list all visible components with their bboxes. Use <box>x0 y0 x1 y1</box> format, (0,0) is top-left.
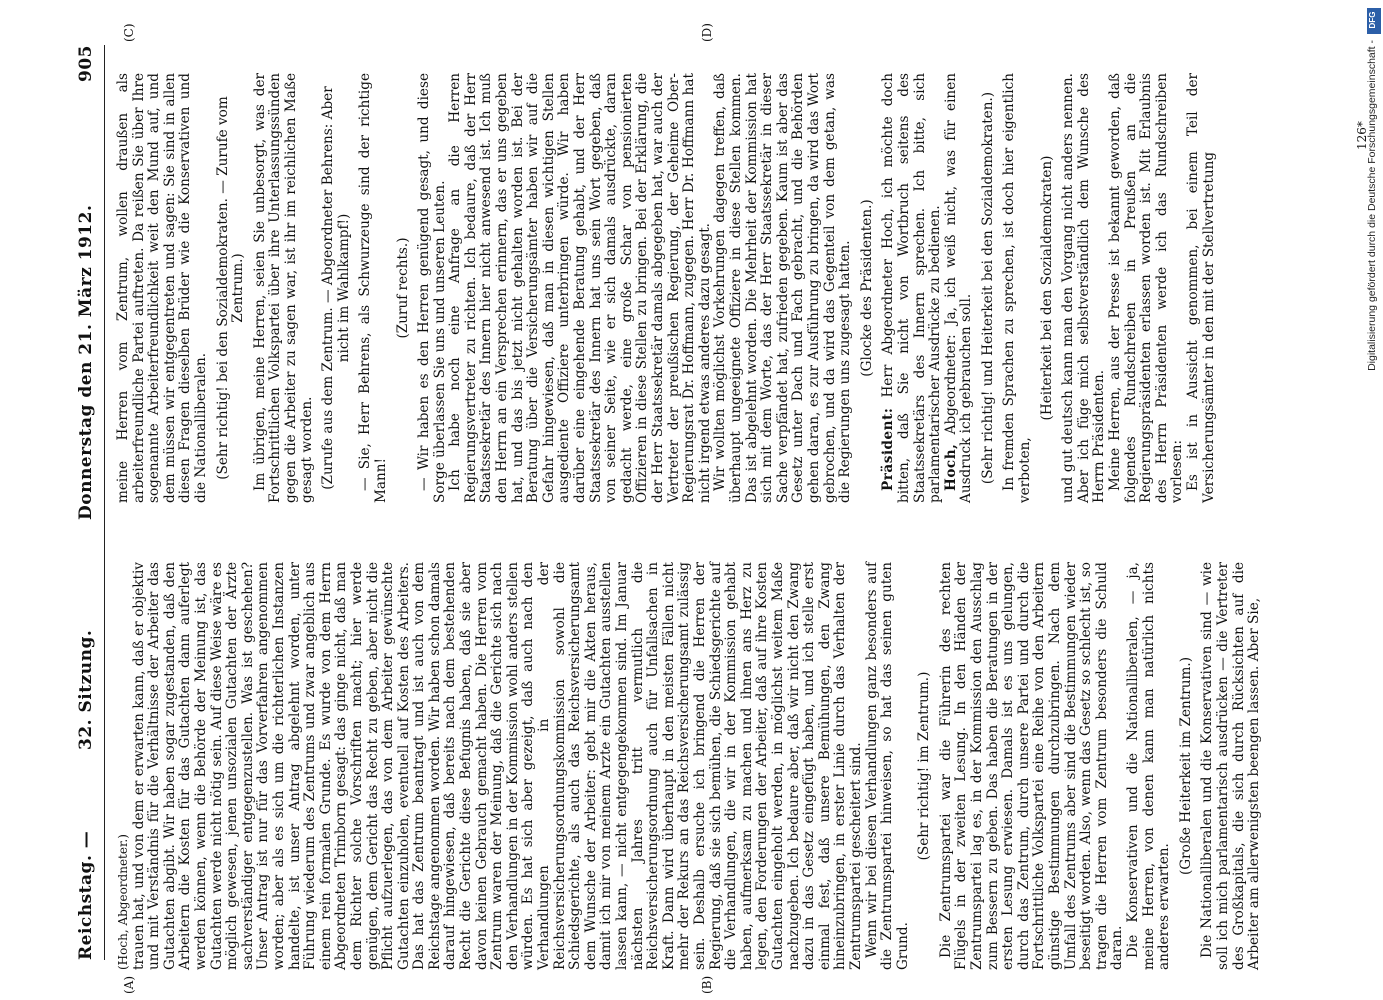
dfg-logo-text: DFG <box>1368 11 1377 29</box>
paragraph: Im übrigen, meine Herren, seien Sie unbesorgt, was der Fortschrittlichen Volkspartei über ihre Unterlassungssünden gegen die Arbeiter zu sagen war, ist ihr im reichlichen Maße gesagt worden. <box>251 73 315 503</box>
paragraph: Ich habe noch eine Anfrage an die Herren Regierungsvertreter zu richten. Ich bedaure, daß der Herr Staatssekretär des Innern hier nicht anwesend ist. Ich muß den Herrn an ein Versprechen erinnern, das er uns gegeben hat, und das bis jetzt nicht gehalten worden ist. Bei der Beratung über die Versicherungsämter haben wir auf die Gefahr hingewiesen, daß man in diesen wichtigen Stellen ausgediente Offiziere unterbringen würde. Wir haben darüber eine eingehende Beratung gehabt, und der Herr Staatssekretär des Innern hat uns sein Wort gegeben, daß von seiner Seite, wie er sich damals ausdrückte, daran gedacht werde, eine große Schar von pensionierten Offizieren in diese Stellen zu bringen. Bei der Erklärung, die der Herr Staatssekretär damals abgegeben hat, war auch der Vertreter der preußischen Regierung, der Geheime Ober-Regierungsrat Dr. Hoffmann, zugegen. Herr Dr. Hoffmann hat nicht irgend etwas anderes dazu gesagt. <box>447 73 713 503</box>
president-remark <box>881 73 943 503</box>
dfg-logo <box>1367 8 1381 34</box>
interjection: (Sehr richtig! bei den Sozialdemokraten. — Zurufe vom Zentrum.) <box>214 96 247 480</box>
paragraph: — Wir haben es den Herren genügend gesagt, und diese Sorge überlassen Sie uns und unseren Leuten. <box>416 73 448 503</box>
speaker-label: Präsident: <box>880 407 897 491</box>
interjection: (Heiterkeit bei den Sozialdemokraten) <box>1038 155 1055 421</box>
page-header <box>70 45 105 960</box>
margin-marker-a: (A) <box>122 975 136 994</box>
digitization-note <box>1362 40 1382 900</box>
interjection: (Glocke des Präsidenten.) <box>858 199 875 377</box>
paragraph: Die Konservativen und die Nationalliberalen, — ja, meine Herren, von denen kann man natürlich nichts anderes erwarten. <box>1125 562 1173 970</box>
paragraph: und gut deutsch kann man den Vorgang nicht anders nennen. Aber ich füge mich selbstverständlich dem Wunsche des Herrn Präsidenten. <box>1060 73 1108 503</box>
quoted-paragraph: Es ist in Aussicht genommen, bei einem Teil der Versicherungsämter in den mit der Stellvertretung <box>1185 73 1217 503</box>
margin-marker-b: (B) <box>700 975 714 994</box>
interjection: (Sehr richtig! im Zentrum.) <box>916 671 933 861</box>
paragraph: Wir wollten möglichst Vorkehrungen dagegen treffen, daß überhaupt ungeeignete Offiziere in diese Stellen kommen. Das ist abgelehnt worden. Die Mehrheit der Kommission hat sich mit dem Worte, das der Herr Staatssekretär in dieser Sache verpfändet hat, zufrieden gegeben. Kaum ist aber das Gesetz unter Dach und Fach gebracht, und die Behörden gehen daran, es zur Ausführung zu bringen, da wird das Wort gebrochen, und da wird das Gegenteil von dem getan, was die Regierungen uns zugesagt hatten. <box>712 73 854 503</box>
hoch-remark <box>944 73 975 503</box>
paragraph-text: Abgeordneter: Ja, ich weiß nicht, was für einen Ausdruck ich gebrauchen soll. <box>942 73 975 503</box>
interjection: (Zuruf rechts.) <box>394 237 411 339</box>
paragraph: In fremden Sprachen zu sprechen, ist doch hier eigentlich verboten, <box>1001 73 1034 503</box>
paragraph: Die Zentrumspartei war die Führerin des rechten Flügels in der zweiten Lesung. In den Händen der Zentrumspartei lag es, in der Kommission den Ausschlag zum Bessern zu geben. Das haben die Beratungen in der ersten Lesung erwiesen. Damals ist es uns gelungen, durch das Zentrum, durch unsere Partei und durch die Fortschrittliche Volkspartei eine Reihe von den Arbeitern günstige Bestimmungen durchzubringen. Nach dem Umfall des Zentrums aber sind die Bestimmungen wieder beseitigt worden. Also, wenn das Gesetz so schlecht ist, so tragen die Herren vom Zentrum besonders die Schuld daran. <box>937 562 1126 970</box>
header-title: Reichstag. — <box>76 830 96 960</box>
paragraph: — Sie, Herr Behrens, als Schwurzeuge sind der richtige Mann! <box>357 73 389 503</box>
paragraph: Wenn wir bei diesen Verhandlungen ganz besonders auf die Zentrumspartei hinweisen, so hat das seinen guten Grund. <box>863 562 911 970</box>
paragraph: Meine Herren, aus der Presse ist bekannt geworden, daß folgendes Rundschreiben in Preußen an die Regierungspräsidenten erlassen worden ist. Mit Erlaubnis des Herrn Präsidenten werde ich das Rundschreiben vorlesen: <box>1107 73 1186 503</box>
header-date: Donnerstag den 21. März 1912. <box>76 204 96 520</box>
interjection: (Zurufe aus dem Zentrum. — Abgeordneter Behrens: Aber nicht im Wahlkampf!) <box>320 86 352 490</box>
paragraph-text: Herr Abgeordneter Hoch, ich möchte doch bitten, daß Sie nicht von Wortbruch seitens des Staatssekretärs des Innern sprechen. Ich bitte, sich parlamentarischer Ausdrücke zu bedienen. <box>880 73 944 503</box>
speaker-label: Hoch, <box>942 443 959 491</box>
margin-marker-d: (D) <box>700 23 714 42</box>
header-session: 32. Sitzung. <box>76 629 96 750</box>
speaker-heading: (Hoch, Abgeordneter.) <box>116 834 130 970</box>
right-column <box>116 73 1217 503</box>
interjection: (Große Heiterkeit im Zentrum.) <box>1177 657 1194 875</box>
margin-marker-c: (C) <box>122 23 136 42</box>
left-column <box>116 562 1263 970</box>
page-number: 905 <box>76 45 96 82</box>
interjection: (Sehr richtig! und Heiterkeit bei den Sozialdemokraten.) <box>979 91 996 485</box>
digitization-note-text: Digitalisierung gefördert durch die Deutsche Forschungsgemeinschaft - <box>1366 40 1378 371</box>
paragraph: meine Herren vom Zentrum, wollen draußen als arbeiterfreundliche Partei auftreten. Da reißen Sie über Ihre sogenannte Arbeiterfreundlichkeit weit den Mund auf, und dem müssen wir entgegentreten und sagen: Sie sind in allen diesen Fragen dieselben Brüder wie die Konservativen und die Nationalliberalen. <box>115 73 209 503</box>
paragraph: trauen hat, und von dem er erwarten kann, daß er objektiv und mit Verständnis für die Verhältnisse der Arbeiter das Gutachten abgibt. Wir haben sogar zugestanden, daß den Arbeitern die Kosten für das Gutachten dann auferlegt werden können, wenn die Behörde der Meinung ist, das Gutachten werde nicht nötig sein. Auf diese Weise wäre es möglich gewesen, jenen unsozialen Gutachten der Ärzte sachverständiger entgegenzustellen. Was ist geschehen? Unser Antrag ist nur für das Vorverfahren angenommen worden; aber als es sich um die richterlichen Instanzen handelte, ist unser Antrag abgelehnt worden, unter Führung wiederum des Zentrums und zwar angeblich aus einem rein formalen Grunde. Es wurde von dem Herrn Abgeordneten Trimborn gesagt: das ginge nicht, daß man dem Richter solche Vorschriften macht; hier werde genügen, dem Gericht das Recht zu geben, aber nicht die Pflicht aufzuerlegen, das von dem Arbeiter gewünschte Gutachten einzuholen, eventuell auf Kosten des Arbeiters. Das hat das Zentrum beantragt und ist auch von dem Reichstage angenommen worden. Wir haben schon damals darauf hingewiesen, daß bereits nach dem bestehenden Recht die Gerichte diese Befugnis haben, daß sie aber davon keinen Gebrauch gemacht haben. Die Herren vom Zentrum waren der Meinung, daß die Gerichte sich nach den Verhandlungen in der Kommission wohl anders stellen würden. Es hat sich aber gezeigt, daß auch nach den Verhandlungen in der Reichsversicherungsordnungskommission sowohl die Schiedsgerichte, als auch das Reichsversicherungsamt dem Wunsche der Arbeiter: gebt mir die Akten heraus, damit ich mir von meinem Arzte ein Gutachten ausstellen lassen kann, — nicht entgegengekommen sind. Im Januar nächsten Jahres tritt vermutlich die Reichsversicherungsordnung auch für Unfallsachen in Kraft. Dann wird überhaupt in den meisten Fällen nicht mehr der Rekurs an das Reichsversicherungsamt zulässig sein. Deshalb ersuche ich bringend die Herren der Regierung, daß sie sich bemühen, die Schiedsgerichte auf die Verhandlungen, die wir in der Kommission gehabt haben, aufmerksam zu machen und ihnen ans Herz zu legen, den Forderungen der Arbeiter, daß auf ihre Kosten Gutachten eingeholt werden, in möglichst weitem Maße nachzugeben. Ich bedaure aber, daß wir nicht den Zwang dazu in das Gesetz eingefügt haben, und ich stelle erst einmal fest, daß unsere Bemühungen, den Zwang hineinzubringen, in erster Linie durch das Verhalten der Zentrumspartei gescheitert sind. <box>130 562 864 970</box>
paragraph: Die Nationalliberalen und die Konservativen sind — wie soll ich mich parlamentarisch ausdrücken — die Vertreter des Großkapitals, die sich durch Rücksichten auf die Arbeiter am allerwenigsten beengen lassen. Aber Sie, <box>1199 562 1263 970</box>
sheet-number: 126* <box>1355 121 1369 150</box>
